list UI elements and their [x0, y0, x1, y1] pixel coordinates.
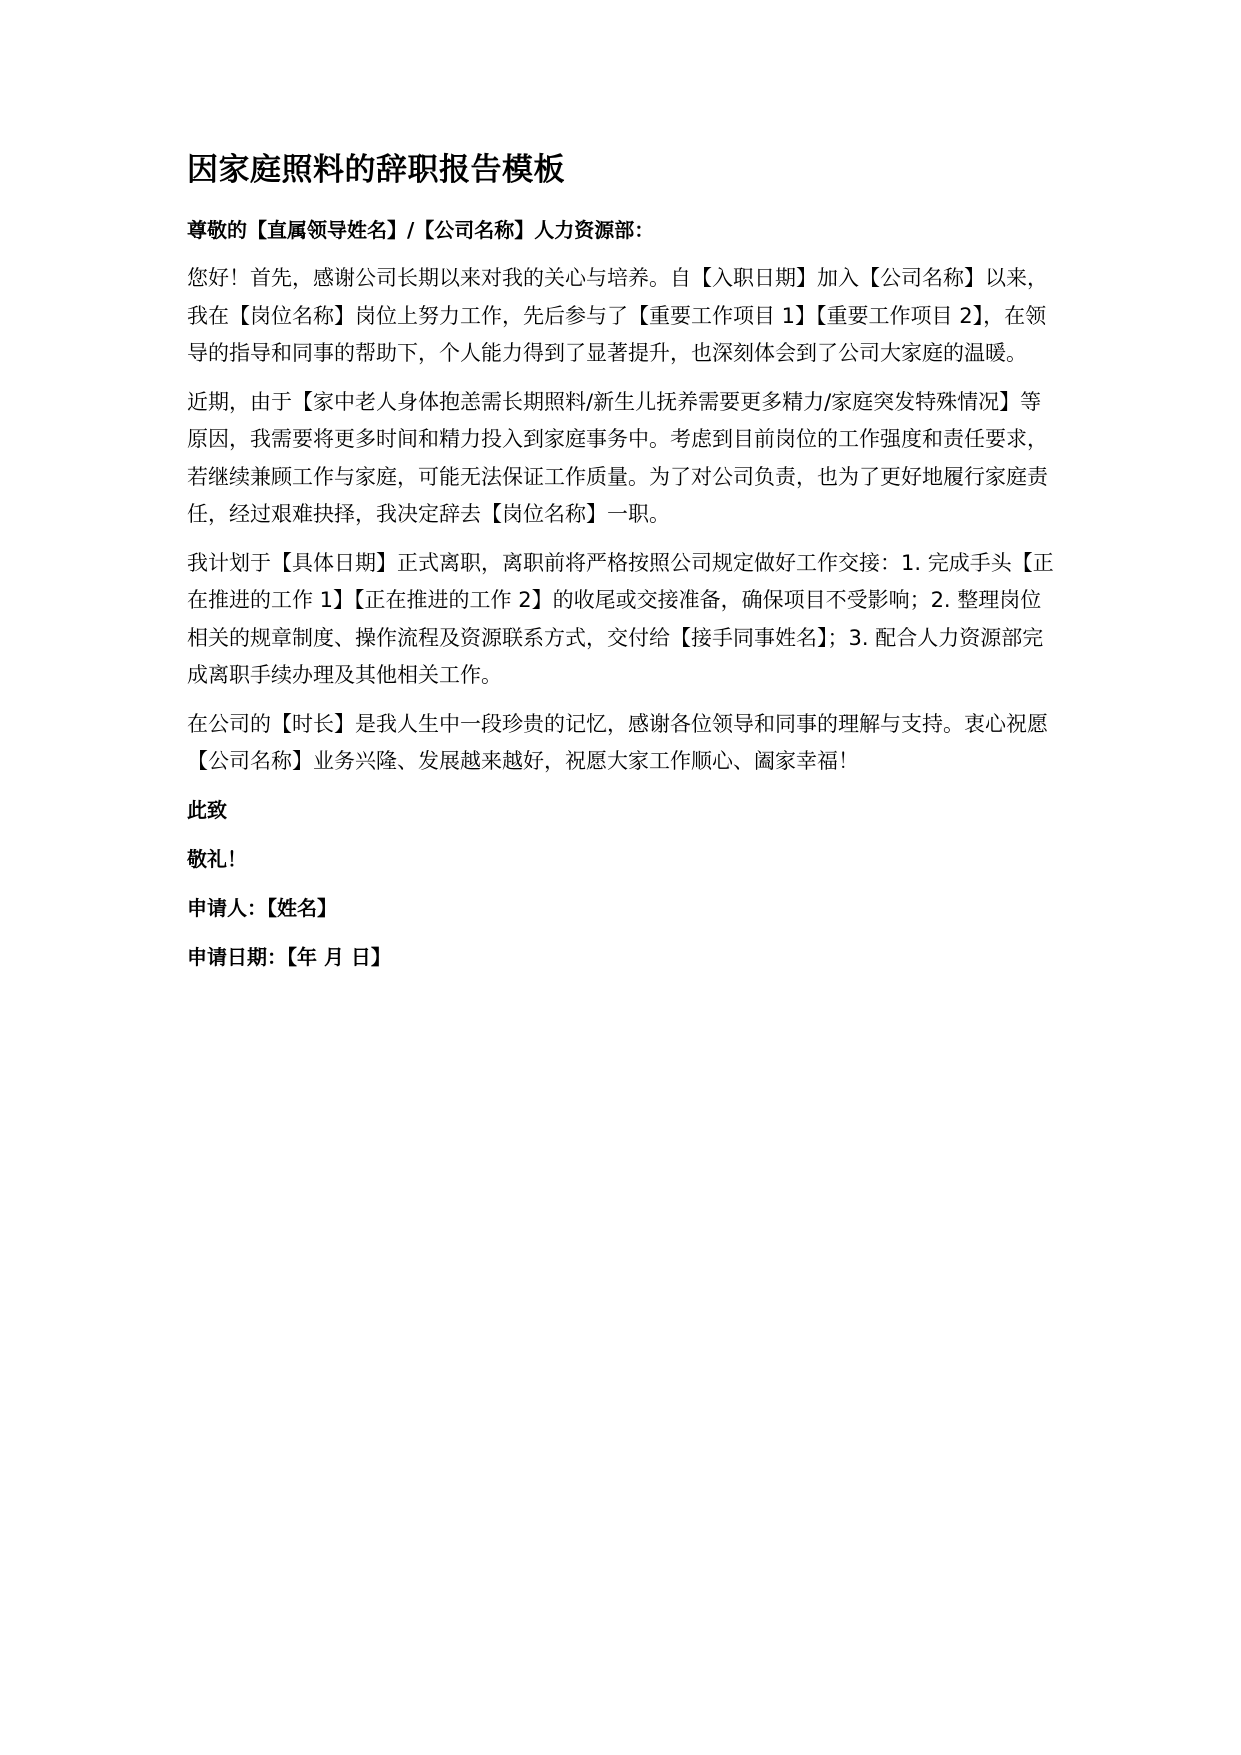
paragraph-reason: 近期，由于【家中老人身体抱恙需长期照料/新生儿抚养需要更多精力/家庭突发特殊情况】等原因，我需要将更多时间和精力投入到家庭事务中。考虑到目前岗位的工作强度和责任要求，若继续兼顾工作与家庭，可能无法保证工作质量。为了对公司负责，也为了更好地履行家庭责任，经过艰难抉择，我决定辞去【岗位名称】一职。	[187, 389, 1048, 526]
applicant-name: 申请人：【姓名】	[187, 895, 337, 920]
paragraph-handover-plan: 我计划于【具体日期】正式离职，离职前将严格按照公司规定做好工作交接：1. 完成手头【正在推进的工作 1】【正在推进的工作 2】的收尾或交接准备，确保项目不受影响；2. 整理岗位相关的规章制度、操作流程及资源联系方式，交付给【接手同事姓名】；3. 配合人力资源部完成离职手续办理及其他相关工作。	[187, 550, 1054, 687]
closing-line-2: 敬礼！	[187, 846, 247, 871]
document-page	[187, 146, 1057, 988]
closing-line-1: 此致	[187, 797, 227, 822]
paragraph-gratitude: 您好！首先，感谢公司长期以来对我的关心与培养。自【入职日期】加入【公司名称】以来，我在【岗位名称】岗位上努力工作，先后参与了【重要工作项目 1】【重要工作项目 2】，在领导的指导和同事的帮助下，个人能力得到了显著提升，也深刻体会到了公司大家庭的温暖。	[187, 266, 1048, 365]
salutation: 尊敬的【直属领导姓名】/【公司名称】人力资源部：	[187, 218, 655, 242]
document-title: 因家庭照料的辞职报告模板	[187, 152, 565, 188]
paragraph-farewell: 在公司的【时长】是我人生中一段珍贵的记忆，感谢各位领导和同事的理解与支持。衷心祝愿【公司名称】业务兴隆、发展越来越好，祝愿大家工作顺心、阖家幸福！	[187, 711, 1048, 773]
application-date: 申请日期：【年 月 日】	[187, 944, 391, 969]
